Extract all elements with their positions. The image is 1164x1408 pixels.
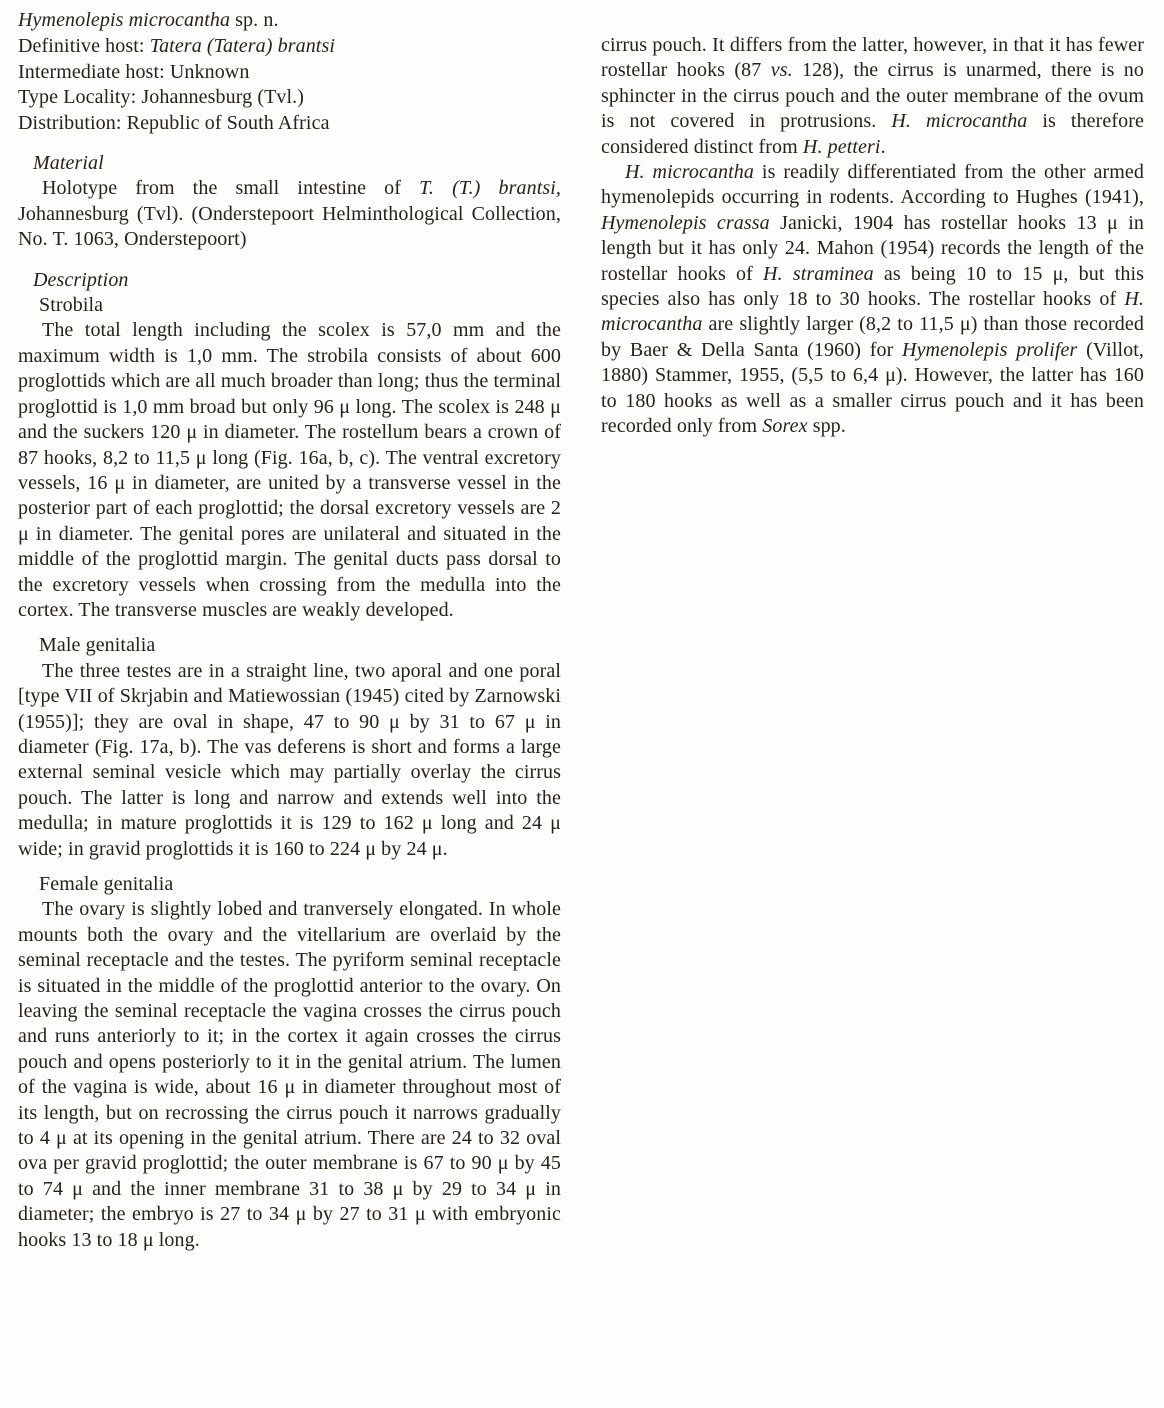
text-segment: is readily differentiated from the other armed hymenolepids occurring in rodents. According to Hughes (1941),: [601, 161, 1144, 209]
text-segment: Male genitalia: [39, 634, 156, 657]
text-segment: Johannesburg (Tvl). (Onderstepoort Helminthological Collection, No. T. 1063, Onderstepoort): [18, 202, 561, 251]
italic-text-segment: Hymenolepis crassa: [601, 211, 770, 234]
italic-text-segment: Tatera (Tatera) brantsi: [149, 35, 335, 58]
italic-text-segment: Material: [33, 152, 104, 175]
text-segment: Strobila: [39, 294, 104, 317]
text-segment: spp.: [807, 415, 846, 438]
text-segment: The total length including the scolex is 57,0 mm and the maximum width is 1,0 mm. The strobila consists of about 600 proglottids which are all much broader than long; thus the terminal proglottid is 1,0 mm broad but only 96 μ long. The scolex is 248 μ and the suckers 120 μ in diameter. The rostellum bears a crown of 87 hooks, 8,2 to 11,5 μ long (Fig. 16a, b, c). The ventral excretory vessels, 16 μ in diameter, are united by a transverse vessel in the posterior part of each proglottid; the dorsal excretory vessels are 2 μ in diameter. The genital pores are unilateral and situated in the middle of the proglottid margin. The genital ducts pass dorsal to the excretory vessels when crossing from the medulla into the cortex. The transverse muscles are weakly developed.: [18, 319, 561, 621]
italic-text-segment: vs.: [770, 59, 793, 82]
material-heading: [33, 151, 561, 176]
description-heading: [33, 268, 561, 293]
italic-text-segment: H. microcantha: [891, 110, 1028, 133]
material-paragraph: [18, 176, 561, 252]
strobila-paragraph: [18, 318, 561, 623]
italic-text-segment: T. (T.) brantsi,: [419, 177, 561, 200]
text-segment: are slightly larger (8,2 to 11,5 μ) than those recorded by Baer & Della Santa (1960) for: [601, 313, 1144, 361]
intermediate-host-line: [18, 60, 561, 85]
italic-text-segment: H. microcantha: [625, 161, 755, 184]
italic-text-segment: Description: [33, 268, 129, 291]
female-genitalia-heading: [39, 872, 561, 897]
text-segment: 128), the cirrus is unarmed, there is no sphincter in the cirrus pouch and the outer membrane of the ovum is not covered in protrusions.: [601, 59, 1144, 133]
comparison-paragraph: [601, 33, 1144, 160]
text-segment: Intermediate host: Unknown: [18, 60, 250, 83]
species-title: [18, 8, 561, 33]
italic-text-segment: Hymenolepis microcantha: [18, 9, 231, 31]
text-segment: Distribution: Republic of South Africa: [18, 111, 330, 134]
text-segment: Janicki, 1904 has rostellar hooks 13 μ in length but it has only 24. Mahon (1954) records the length of the rostellar hooks of: [601, 211, 1144, 285]
text-segment: The ovary is slightly lobed and tranversely elongated. In whole mounts both the ovary and the vitellarium are overlaid by the seminal receptacle and the testes. The pyriform seminal receptacle is situated in the middle of the proglottid anterior to the ovary. On leaving the seminal receptacle the vagina crosses the cirrus pouch and runs anteriorly to it; in the cortex it again crosses the cirrus pouch and opens posteriorly to it in the genital atrium. The lumen of the vagina is wide, about 16 μ in diameter throughout most of its length, but on recrossing the cirrus pouch it narrows gradually to 4 μ at its opening in the genital atrium. There are 24 to 32 oval ova per gravid proglottid; the outer membrane is 67 to 90 μ by 45 to 74 μ and the inner membrane 31 to 38 μ by 29 to 34 μ in diameter; the embryo is 27 to 34 μ by 27 to 31 μ with embryonic hooks 13 to 18 μ long.: [18, 898, 561, 1251]
italic-text-segment: H. petteri: [802, 135, 881, 158]
text-segment: The three testes are in a straight line, two aporal and one poral [type VII of Skrjabin and Matiewossian (1945) cited by Zarnowski (1955)]; they are oval in shape, 47 to 90 μ by 31 to 67 μ in diameter (Fig. 17a, b). The vas deferens is short and forms a large external seminal vesicle which may partially overlay the cirrus pouch. The latter is long and narrow and extends well into the medulla; in mature proglottids it is 129 to 162 μ long and 24 μ wide; in gravid proglottids it is 160 to 224 μ by 24 μ.: [18, 659, 561, 860]
text-segment: Holotype from the small intestine of: [42, 177, 420, 200]
text-segment: Definitive host:: [18, 35, 150, 58]
italic-text-segment: Hymenolepis prolifer: [902, 338, 1078, 361]
strobila-heading: [39, 293, 561, 318]
text-segment: (Villot, 1880) Stammer, 1955, (5,5 to 6,4 μ). However, the latter has 160 to 180 hooks as well as a smaller cirrus pouch and it has been recorded only from: [601, 338, 1145, 438]
italic-text-segment: H. straminea: [763, 262, 874, 285]
text-segment: is therefore considered distinct from: [601, 110, 1144, 158]
left-column: [18, 8, 561, 1408]
text-segment: Female genitalia: [39, 873, 174, 895]
text-segment: .: [880, 135, 886, 158]
italic-text-segment: H. microcantha: [601, 288, 1144, 336]
text-segment: sp. n.: [230, 9, 279, 31]
text-segment: cirrus pouch. It differs from the latter, however, in that it has fewer rostellar hooks (87: [601, 34, 1144, 82]
text-segment: Type Locality: Johannesburg (Tvl.): [18, 86, 305, 109]
male-genitalia-paragraph: [18, 659, 561, 862]
female-genitalia-paragraph: [18, 897, 561, 1253]
type-locality-line: [18, 85, 561, 110]
definitive-host-line: [18, 34, 561, 59]
differentiation-paragraph: [601, 160, 1144, 439]
right-column: [601, 8, 1144, 1408]
male-genitalia-heading: [39, 633, 561, 658]
italic-text-segment: Sorex: [762, 415, 808, 438]
text-segment: as being 10 to 15 μ, but this species also has only 18 to 30 hooks. The rostellar hooks of: [601, 262, 1144, 311]
distribution-line: [18, 111, 561, 136]
